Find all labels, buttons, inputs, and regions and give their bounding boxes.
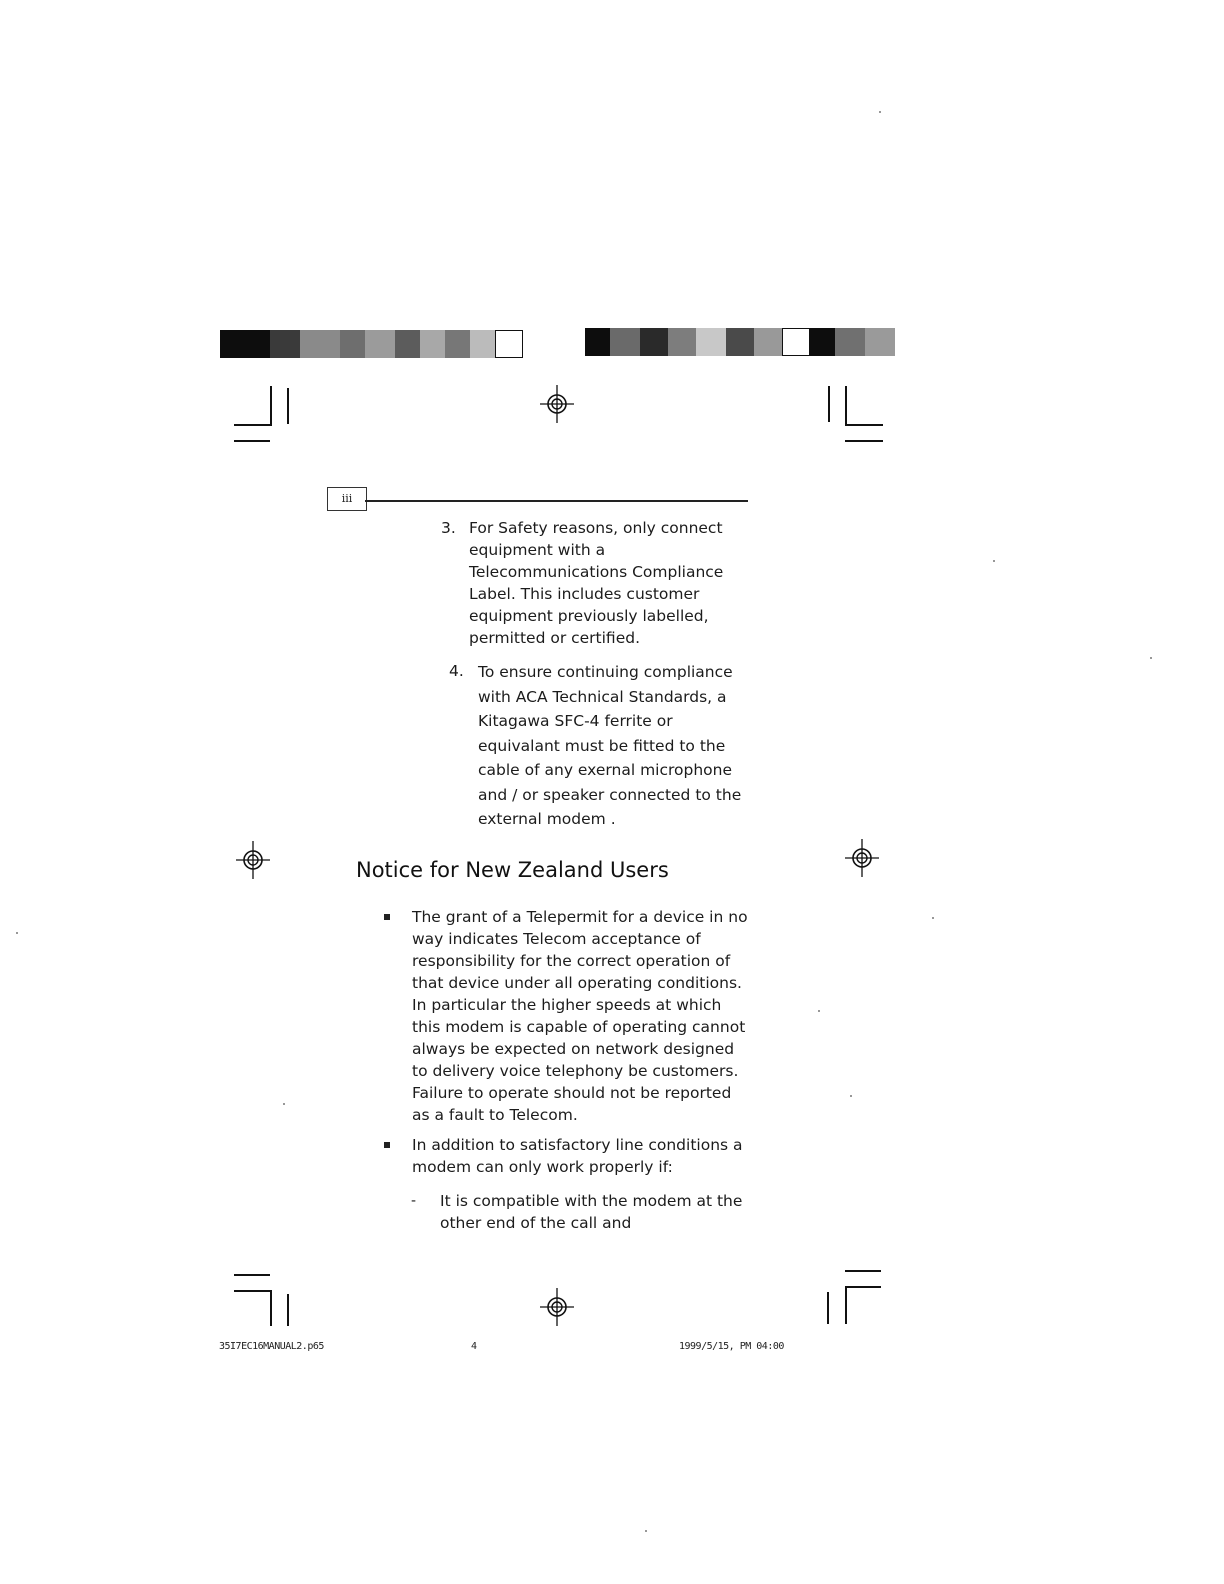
color-bar-left <box>220 330 530 358</box>
text-line: with ACA Technical Standards, a <box>478 687 727 706</box>
scan-speck <box>645 1530 647 1532</box>
list-item-text <box>478 660 778 832</box>
footer-timestamp: 1999/5/15, PM 04:00 <box>679 1341 784 1352</box>
crop-mark-bottom-left-h2 <box>234 1290 270 1292</box>
dash-marker: - <box>411 1193 417 1209</box>
crosshair-target-icon <box>842 838 882 878</box>
page-number-label: iii <box>327 487 367 511</box>
crosshair-target-icon <box>233 840 273 880</box>
bullet-text <box>412 1134 757 1178</box>
text-line: In particular the higher speeds at which <box>412 996 722 1014</box>
crop-mark-top-left-v <box>270 386 272 426</box>
scan-speck <box>283 1103 285 1105</box>
text-line: this modem is capable of operating cannot <box>412 1018 746 1036</box>
text-line: equipment previously labelled, <box>469 607 709 625</box>
scan-speck <box>993 560 995 562</box>
crop-mark-top-left-h2 <box>234 440 270 442</box>
crop-mark-bottom-left-v <box>270 1290 272 1326</box>
text-line: For Safety reasons, only connect <box>469 519 723 537</box>
text-line: In addition to satisfactory line conditions a <box>412 1136 743 1154</box>
bullet-icon <box>384 1142 390 1148</box>
text-line: The grant of a Telepermit for a device in no <box>412 908 748 926</box>
text-line: to delivery voice telephony be customers. <box>412 1062 739 1080</box>
bullet-text <box>412 906 757 1126</box>
list-item-text <box>469 517 769 649</box>
footer-page-number: 4 <box>471 1341 477 1352</box>
crop-mark-top-right-v <box>828 386 830 422</box>
scan-speck <box>1150 657 1152 659</box>
crop-mark-bottom-right-v2 <box>827 1292 829 1324</box>
text-line: equivalant must be fitted to the <box>478 736 726 755</box>
sub-item-text <box>440 1190 760 1234</box>
text-line: always be expected on network designed <box>412 1040 735 1058</box>
text-line: responsibility for the correct operation of <box>412 952 731 970</box>
text-line: equipment with a <box>469 541 606 559</box>
text-line: Telecommunications Compliance <box>469 563 724 581</box>
crop-mark-top-left-h <box>234 424 270 426</box>
color-bar-right <box>585 328 895 356</box>
crop-mark-bottom-right-h2 <box>845 1286 881 1288</box>
header-rule <box>365 500 748 502</box>
text-line: It is compatible with the modem at the <box>440 1192 743 1210</box>
list-item-number: 3. <box>441 519 456 537</box>
text-line: cable of any exernal microphone <box>478 761 733 779</box>
text-line: way indicates Telecom acceptance of <box>412 930 701 948</box>
crop-mark-top-right-h <box>845 424 883 426</box>
crop-mark-bottom-left-h <box>234 1274 270 1276</box>
crop-mark-top-right-h2 <box>845 440 883 442</box>
scan-speck <box>879 111 881 113</box>
crop-mark-top-right-v2 <box>845 386 847 426</box>
footer-file-name: 35I7EC16MANUAL2.p65 <box>219 1341 324 1352</box>
text-line: other end of the call and <box>440 1214 632 1232</box>
text-line: Kitagawa SFC-4 ferrite or <box>478 712 673 730</box>
list-item-number: 4. <box>449 662 464 680</box>
crosshair-target-icon <box>537 1287 577 1327</box>
text-line: that device under all operating conditions. <box>412 974 742 992</box>
text-line: and / or speaker connected to the <box>478 785 742 804</box>
section-heading: Notice for New Zealand Users <box>356 858 669 882</box>
text-line: as a fault to Telecom. <box>412 1106 578 1124</box>
scan-speck <box>932 917 934 919</box>
text-line: To ensure continuing compliance <box>478 663 733 681</box>
scan-speck <box>818 1010 820 1012</box>
text-line: modem can only work properly if: <box>412 1158 673 1176</box>
bullet-icon <box>384 914 390 920</box>
scan-speck <box>16 932 18 934</box>
crop-mark-bottom-left-v2 <box>287 1294 289 1326</box>
text-line: Label. This includes customer <box>469 585 700 603</box>
scan-speck <box>850 1095 852 1097</box>
crop-mark-bottom-right-h <box>845 1270 881 1272</box>
crop-mark-top-left-v2 <box>287 388 289 424</box>
text-line: Failure to operate should not be reported <box>412 1084 732 1102</box>
crop-mark-bottom-right-v <box>845 1286 847 1324</box>
crosshair-target-icon <box>537 384 577 424</box>
text-line: external modem . <box>478 810 616 828</box>
text-line: permitted or certified. <box>469 629 640 647</box>
